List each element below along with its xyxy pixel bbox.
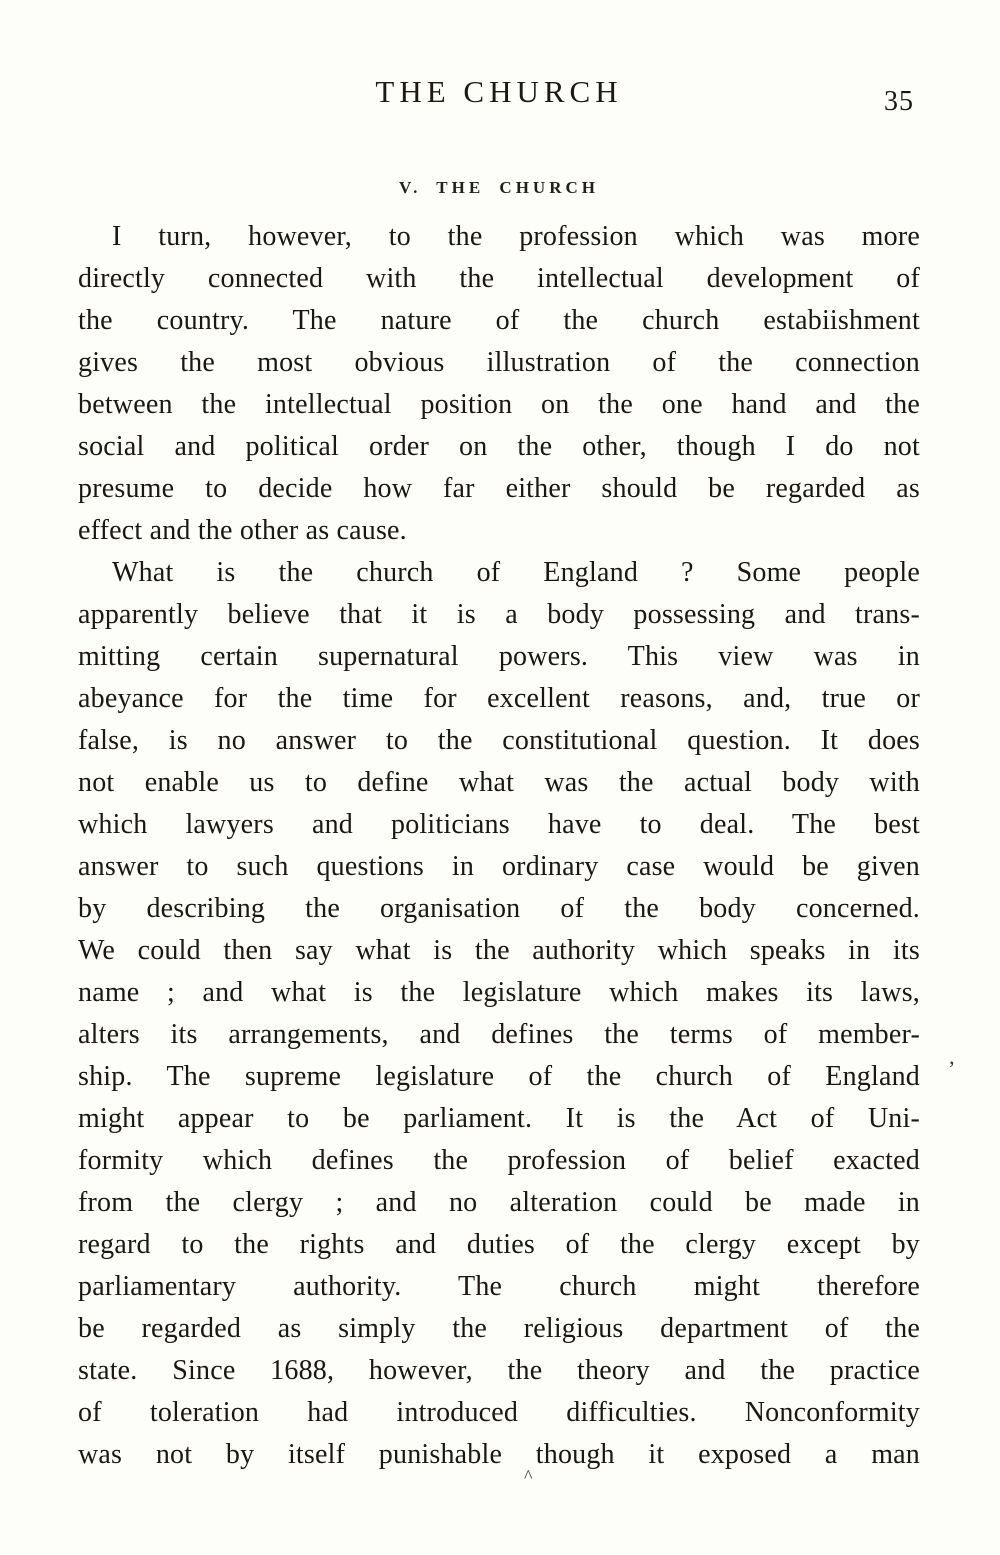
text-line: apparently believe that it is a body possessing and trans-: [78, 599, 920, 630]
page-number: 35: [884, 86, 914, 117]
text-line: by describing the organisation of the body concerned.: [78, 893, 920, 924]
text-line: not enable us to define what was the actual body with: [78, 767, 920, 798]
text-line: abeyance for the time for excellent reasons, and, true or: [78, 683, 920, 714]
text-line: be regarded as simply the religious department of the: [78, 1313, 920, 1344]
text-line: directly connected with the intellectual development of: [78, 263, 920, 294]
paragraph: [78, 216, 920, 552]
print-artifact-quote-mark: ’: [948, 1056, 956, 1081]
running-header-title: THE CHURCH: [375, 74, 623, 109]
text-line: We could then say what is the authority which speaks in its: [78, 935, 920, 966]
text-line: I turn, however, to the profession which was more: [112, 221, 920, 252]
text-line: presume to decide how far either should be regarded as: [78, 473, 920, 504]
text-line: ship. The supreme legislature of the church of England: [78, 1061, 920, 1092]
text-line: between the intellectual position on the one hand and the: [78, 389, 920, 420]
text-line: mitting certain supernatural powers. This view was in: [78, 641, 920, 672]
text-line: effect and the other as cause.: [78, 515, 407, 546]
text-line: of toleration had introduced difficulties. Nonconformity: [78, 1397, 920, 1428]
print-artifact-caret-mark: ^: [524, 1466, 533, 1486]
text-line: answer to such questions in ordinary case would be given: [78, 851, 920, 882]
text-line: What is the church of England ? Some people: [112, 557, 920, 588]
text-line: formity which defines the profession of belief exacted: [78, 1145, 920, 1176]
text-line: false, is no answer to the constitutional question. It does: [78, 725, 920, 756]
section-heading: V. THE CHURCH: [399, 178, 599, 197]
body-text: [78, 216, 920, 1476]
text-line: gives the most obvious illustration of the connection: [78, 347, 920, 378]
text-line: might appear to be parliament. It is the Act of Uni-: [78, 1103, 920, 1134]
paragraph: [78, 552, 920, 1476]
text-line: was not by itself punishable though it exposed a man: [78, 1439, 920, 1470]
text-line: regard to the rights and duties of the clergy except by: [78, 1229, 920, 1260]
text-line: social and political order on the other, though I do not: [78, 431, 920, 462]
text-line: which lawyers and politicians have to deal. The best: [78, 809, 920, 840]
text-line: from the clergy ; and no alteration could be made in: [78, 1187, 920, 1218]
text-line: the country. The nature of the church estabiishment: [78, 305, 920, 336]
text-line: state. Since 1688, however, the theory and the practice: [78, 1355, 920, 1386]
text-line: alters its arrangements, and defines the terms of member-: [78, 1019, 920, 1050]
text-line: parliamentary authority. The church might therefore: [78, 1271, 920, 1302]
page-header: [78, 74, 920, 117]
text-line: name ; and what is the legislature which makes its laws,: [78, 977, 920, 1008]
